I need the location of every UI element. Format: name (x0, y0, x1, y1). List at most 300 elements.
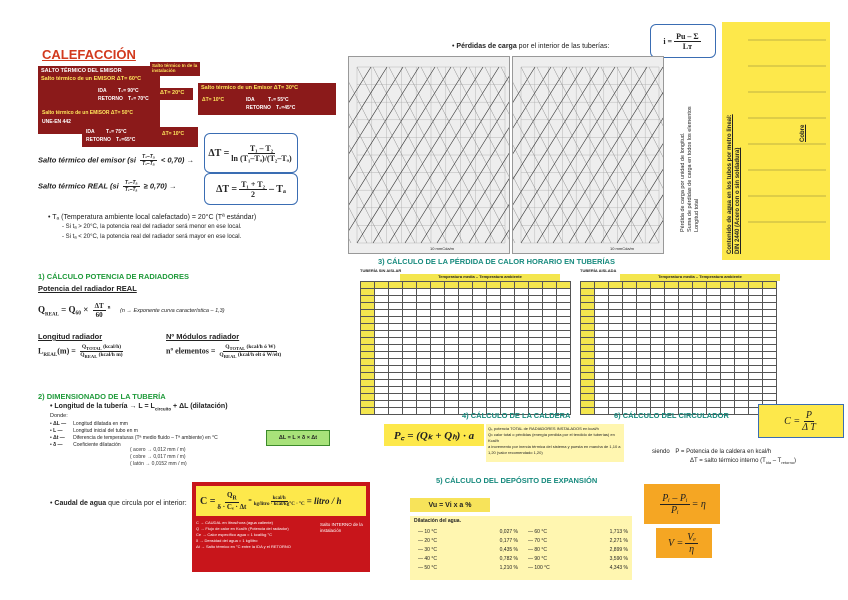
table-cell (431, 331, 445, 338)
table-cell (665, 317, 679, 324)
table-cell (361, 401, 375, 408)
table-cell (417, 331, 431, 338)
table-cell (473, 289, 487, 296)
table-cell (445, 317, 459, 324)
table-cell (749, 338, 763, 345)
table-cell (707, 303, 721, 310)
formula-salto-real (38, 180, 177, 193)
table-cell (417, 296, 431, 303)
table-aislada (580, 281, 777, 415)
perdidas-label: Pérdidas de carga (456, 43, 517, 50)
table-cell (473, 366, 487, 373)
table-cell (581, 289, 595, 296)
table-cell (361, 303, 375, 310)
table-cell (749, 366, 763, 373)
table-cell (609, 345, 623, 352)
table-cell (375, 359, 389, 366)
emisor-box-75 (82, 127, 198, 147)
table-cell (749, 373, 763, 380)
table-cell (543, 352, 557, 359)
table-cell (431, 324, 445, 331)
table-cell (679, 380, 693, 387)
caudal-legend-item: C → CAUDAL en litros/hora (agua caliente) (196, 520, 273, 525)
sec2-bullet-sub: circuito (154, 406, 172, 412)
table-cell (665, 303, 679, 310)
table-cell (679, 282, 693, 289)
table-cell (445, 394, 459, 401)
table-cell (665, 289, 679, 296)
sec3-title: 3) CÁLCULO DE LA PÉRDIDA DE CALOR HORARIO EN TUBERÍAS (378, 257, 615, 266)
table-cell (623, 331, 637, 338)
table-cell (473, 373, 487, 380)
table-cell (693, 366, 707, 373)
dilatacion-row: • δ — Coeficiente dilatación (50, 442, 121, 448)
table-cell (515, 394, 529, 401)
table-cell (637, 310, 651, 317)
table-cell (389, 352, 403, 359)
salto-emisor-label: Salto térmico del emisor (si (38, 155, 136, 165)
table-cell (679, 303, 693, 310)
table-cell (473, 338, 487, 345)
table-cell (403, 338, 417, 345)
table-cell (417, 324, 431, 331)
q-n-note: (n → Exponente curva característica – 1,3) (120, 308, 225, 314)
table-cell (473, 387, 487, 394)
table-cell (473, 331, 487, 338)
caldera-note: Qₕ calor total o pérdidas (energía perdida por el tendido de tuberías) en Kcal/h (488, 432, 615, 443)
rotated-note-3: Longitud total (694, 198, 700, 232)
table-cell (417, 289, 431, 296)
emisor-box-main (38, 66, 160, 134)
table-cell (595, 296, 609, 303)
table-cell (651, 296, 665, 303)
table-cell (431, 387, 445, 394)
table-cell (515, 366, 529, 373)
dil-row: — 100 °C 4,343 % (528, 565, 628, 571)
caudal-legend-item: δ → Densidad del agua = 1 kg/litro (196, 538, 258, 543)
caldera-notes (486, 424, 624, 462)
emisor-t50: Salto térmico de un EMISOR ΔT= 50°C (42, 110, 134, 116)
table-cell (403, 359, 417, 366)
table-cell (473, 310, 487, 317)
table-cell (501, 289, 515, 296)
sec1-title: 1) CÁLCULO POTENCIA DE RADIADORES (38, 272, 189, 281)
table-cell (417, 408, 431, 415)
dt-sub2: retorno (781, 460, 795, 466)
table-cell (389, 310, 403, 317)
table-cell (763, 331, 777, 338)
table-cell (557, 289, 571, 296)
table-sin-aislar (360, 281, 571, 415)
table-cell (623, 310, 637, 317)
table-cell (651, 366, 665, 373)
table-cell (403, 408, 417, 415)
table-cell (431, 338, 445, 345)
table-cell (735, 359, 749, 366)
table-cell (651, 317, 665, 324)
table-cell (637, 401, 651, 408)
table-cell (529, 338, 543, 345)
table-cell (721, 282, 735, 289)
sec1-sub: Potencia del radiador REAL (38, 284, 137, 293)
table-cell (543, 310, 557, 317)
table-cell (557, 296, 571, 303)
table-cell (403, 331, 417, 338)
avg-fraction: $\frac{\text{T₁ + T₂}}{2}$ (241, 179, 265, 199)
emisor-box-30 (198, 83, 336, 115)
rotated-notes (680, 62, 701, 232)
table-cell (637, 317, 651, 324)
table-cell (609, 352, 623, 359)
table-cell (693, 359, 707, 366)
table-cell (609, 282, 623, 289)
eta-text: = η (691, 498, 706, 510)
table-cell (707, 387, 721, 394)
table-cell (581, 303, 595, 310)
long-formula (38, 344, 125, 359)
table-cell (431, 282, 445, 289)
table-cell (623, 324, 637, 331)
table-cell (707, 359, 721, 366)
dt-sub1: ida (765, 460, 772, 466)
table-cell (693, 380, 707, 387)
table-cell (637, 394, 651, 401)
table-cell (637, 331, 651, 338)
table-cell (707, 289, 721, 296)
table-cell (375, 282, 389, 289)
table-cell (749, 310, 763, 317)
siendo-line (652, 449, 771, 455)
table-cell (623, 359, 637, 366)
long-fraction: $\frac{Q_{TOTAL} (kcal/h)}{Q_{REAL} (kcal/h m)}$ (80, 344, 123, 360)
table-cell (389, 394, 403, 401)
table-cell (487, 352, 501, 359)
table-cell (595, 359, 609, 366)
table-cell (361, 310, 375, 317)
table-cell (623, 296, 637, 303)
table-cell (693, 289, 707, 296)
table-cell (417, 303, 431, 310)
table-cell (707, 324, 721, 331)
table-cell (543, 303, 557, 310)
table-cell (403, 394, 417, 401)
table-cell (679, 366, 693, 373)
table-cell (595, 282, 609, 289)
table-cell (403, 373, 417, 380)
table-cell (445, 296, 459, 303)
table-cell (487, 380, 501, 387)
table-cell (529, 310, 543, 317)
table-cell (403, 345, 417, 352)
table-cell (609, 289, 623, 296)
table-cell (557, 359, 571, 366)
long-title: Longitud radiador (38, 332, 103, 341)
sec2-bullet-rest: + ΔL (dilatación) (173, 403, 228, 410)
table-cell (445, 352, 459, 359)
table-cell (623, 366, 637, 373)
table-cell (665, 373, 679, 380)
table-cell (529, 345, 543, 352)
table-cell (417, 394, 431, 401)
table-cell (389, 331, 403, 338)
table-cell (445, 387, 459, 394)
table-cell (609, 387, 623, 394)
table-cell (459, 282, 473, 289)
ta-mayor: - Si tₐ < 20°C, la potencia real del radiador será mayor en ese local. (62, 234, 242, 240)
table-cell (721, 401, 735, 408)
table-cell (403, 310, 417, 317)
dil-row: — 90 °C 3,590 % (528, 556, 628, 562)
table-cell (445, 359, 459, 366)
table-cell (515, 331, 529, 338)
table-cell (763, 289, 777, 296)
table-cell (595, 394, 609, 401)
table-cell (557, 352, 571, 359)
table-cell (389, 387, 403, 394)
table-cell (557, 366, 571, 373)
table-cell (763, 303, 777, 310)
table-cell (515, 387, 529, 394)
table-cell (595, 310, 609, 317)
table-cell (707, 317, 721, 324)
table-cell (637, 303, 651, 310)
dt-def: ΔT = salto térmico interno (T (690, 458, 766, 464)
table-cell (735, 387, 749, 394)
table-cell (389, 289, 403, 296)
emisor-ret45-value: T₂=45°C (276, 105, 296, 111)
table-cell (487, 331, 501, 338)
table-cell (473, 296, 487, 303)
table-cell (581, 317, 595, 324)
table-cell (707, 380, 721, 387)
table-cell (707, 401, 721, 408)
ta-note-text: Tₐ (Temperatura ambiente local calefactado) = 20°C (Tª estándar) (52, 214, 257, 221)
table-cell (595, 352, 609, 359)
circulador-formula (758, 404, 844, 438)
table-cell (557, 394, 571, 401)
table-cell (637, 296, 651, 303)
table-cell (361, 359, 375, 366)
table-cell (417, 359, 431, 366)
condition-ge: ≥ 0,70) → (143, 181, 177, 191)
table-cell (595, 317, 609, 324)
table-cell (459, 359, 473, 366)
table-cell (375, 317, 389, 324)
dil-row: — 40 °C 0,782 % (418, 556, 518, 562)
table-cell (651, 324, 665, 331)
table-cell (459, 296, 473, 303)
emisor-ret70: RETORNO (98, 96, 123, 102)
v-fraction: $\frac{\text{Vₑ}}{\eta}$ (687, 531, 696, 555)
table-cell (665, 380, 679, 387)
table-cell (721, 289, 735, 296)
table-cell (707, 345, 721, 352)
table-cell (749, 394, 763, 401)
table-cell (679, 401, 693, 408)
table-cell (693, 345, 707, 352)
table-cell (623, 387, 637, 394)
table-cell (763, 380, 777, 387)
tab1-label: TUBERÍA SIN AISLAR (360, 268, 402, 273)
caldera-note: a incremento por inercia térmica del sistema y puesta en marcha de 1,10 a 1,20 (valor recomendado 1,20) (488, 444, 621, 455)
velocity-line (513, 67, 515, 243)
deposito-formula: Vu = Vi x a % (410, 498, 490, 512)
table-cell (581, 352, 595, 359)
emisor-ida90: IDA (98, 88, 107, 94)
table-cell (581, 408, 595, 415)
dilatacion-row: • Δt — Diferencia de temperaturas (Tª medio fluido – Tª ambiente) en °C (50, 435, 218, 441)
table-cell (487, 387, 501, 394)
caudal-legend-item: Δt → Salto térmico en °C entre la IDA y el RETORNO (196, 544, 291, 549)
dt-close: ) (794, 458, 797, 464)
table-cell (581, 338, 595, 345)
rotated-note-2: Suma de pérdidas de carga en todos los elementos (687, 106, 693, 232)
table-cell (459, 401, 473, 408)
table-cell (679, 324, 693, 331)
table-cell (543, 373, 557, 380)
table-cell (543, 345, 557, 352)
table-cell (665, 345, 679, 352)
table-cell (403, 366, 417, 373)
emisor-ida55-value: T₁= 55°C (268, 97, 289, 103)
dilatacion-row: • ΔL — Longitud dilatada en mm (50, 421, 128, 427)
table-cell (721, 352, 735, 359)
emisor-ida75: IDA (86, 129, 95, 135)
dt-def-line (690, 458, 796, 465)
table-cell (581, 401, 595, 408)
table-cell (679, 394, 693, 401)
table-cell (637, 345, 651, 352)
table-cell (735, 296, 749, 303)
water-title: Contenido de agua en los tubos por metro lineal: (727, 114, 733, 254)
table-cell (609, 401, 623, 408)
table-cell (665, 387, 679, 394)
table-cell (651, 310, 665, 317)
caudal-c: C = (200, 495, 216, 507)
table-cell (515, 338, 529, 345)
table-cell (749, 303, 763, 310)
table-cell (707, 366, 721, 373)
table-cell (515, 310, 529, 317)
dil-row: — 80 °C 2,899 % (528, 547, 628, 553)
table-cell (431, 394, 445, 401)
table-cell (487, 303, 501, 310)
dil-row: — 30 °C 0,435 % (418, 547, 518, 553)
ta-note: • Tₐ (Temperatura ambiente local calefactado) = 20°C (Tª estándar) (48, 214, 257, 221)
table-cell (581, 310, 595, 317)
coef-item: ( cobre → 0,017 mm / m) (130, 454, 186, 460)
table-cell (529, 359, 543, 366)
table-cell (375, 289, 389, 296)
table-cell (595, 387, 609, 394)
table-cell (651, 338, 665, 345)
table-cell (459, 317, 473, 324)
table-cell (445, 310, 459, 317)
emisor-ida75-value: T₁= 75°C (106, 129, 127, 135)
table-cell (529, 331, 543, 338)
table-cell (375, 303, 389, 310)
table-cell (763, 296, 777, 303)
table-cell (473, 352, 487, 359)
tab2-head: Temperatura media – Temperatura ambiente (620, 274, 780, 281)
table-cell (721, 338, 735, 345)
table-cell (375, 380, 389, 387)
table-cell (445, 380, 459, 387)
table-cell (581, 282, 595, 289)
table-cell (721, 324, 735, 331)
table-cell (403, 401, 417, 408)
table-cell (417, 338, 431, 345)
table-cell (595, 303, 609, 310)
table-cell (623, 338, 637, 345)
table-cell (417, 373, 431, 380)
q-ratio: $\frac{\Delta T}{60}$ (94, 302, 104, 319)
table-cell (665, 338, 679, 345)
table-cell (501, 352, 515, 359)
table-cell (557, 282, 571, 289)
table-cell (389, 296, 403, 303)
table-cell (417, 380, 431, 387)
water-sub: DIN 2440 (Acero con o sin soldadura) (735, 147, 741, 254)
table-cell (515, 324, 529, 331)
caudal-formula: C = $\frac{Q_R}{\text{δ · Cₑ · Δt}}$ = $\frac{\text{kcal/h}}{\text{kg/litro · kcal/kg°C · °C}}$ = litro / h (196, 486, 366, 516)
table-cell (515, 352, 529, 359)
table-cell (679, 310, 693, 317)
table-cell (679, 359, 693, 366)
table-cell (693, 352, 707, 359)
table-cell (417, 387, 431, 394)
table-cell (543, 338, 557, 345)
table-cell (417, 352, 431, 359)
table-cell (623, 380, 637, 387)
table-cell (445, 345, 459, 352)
table-cell (501, 359, 515, 366)
table-cell (501, 373, 515, 380)
table-cell (595, 373, 609, 380)
table-cell (375, 352, 389, 359)
table-cell (749, 387, 763, 394)
dil-row: — 10 °C 0,027 % (418, 529, 518, 535)
table-cell (375, 408, 389, 415)
table-cell (375, 338, 389, 345)
dil-row: — 60 °C 1,713 % (528, 529, 628, 535)
table-cell (721, 373, 735, 380)
table-cell (735, 373, 749, 380)
table-cell (763, 282, 777, 289)
circ-c: C = (784, 415, 801, 427)
rotated-note-1: Pérdida de carga por unidad de longitud. (680, 132, 686, 232)
table-cell (361, 338, 375, 345)
table-cell (693, 387, 707, 394)
table-cell (543, 394, 557, 401)
table-cell (665, 366, 679, 373)
sec5-title: 5) CÁLCULO DEL DEPÓSITO DE EXPANSIÓN (436, 476, 598, 485)
table-cell (665, 401, 679, 408)
formula-salto-emisor (38, 154, 194, 167)
table-cell (515, 317, 529, 324)
table-cell (557, 338, 571, 345)
table-cell (459, 338, 473, 345)
table-cell (721, 366, 735, 373)
table-cell (501, 387, 515, 394)
table-cell (473, 282, 487, 289)
table-cell (529, 296, 543, 303)
table-cell (543, 380, 557, 387)
table-cell (609, 310, 623, 317)
table-cell (459, 324, 473, 331)
siendo: siendo (652, 449, 670, 455)
table-cell (487, 296, 501, 303)
